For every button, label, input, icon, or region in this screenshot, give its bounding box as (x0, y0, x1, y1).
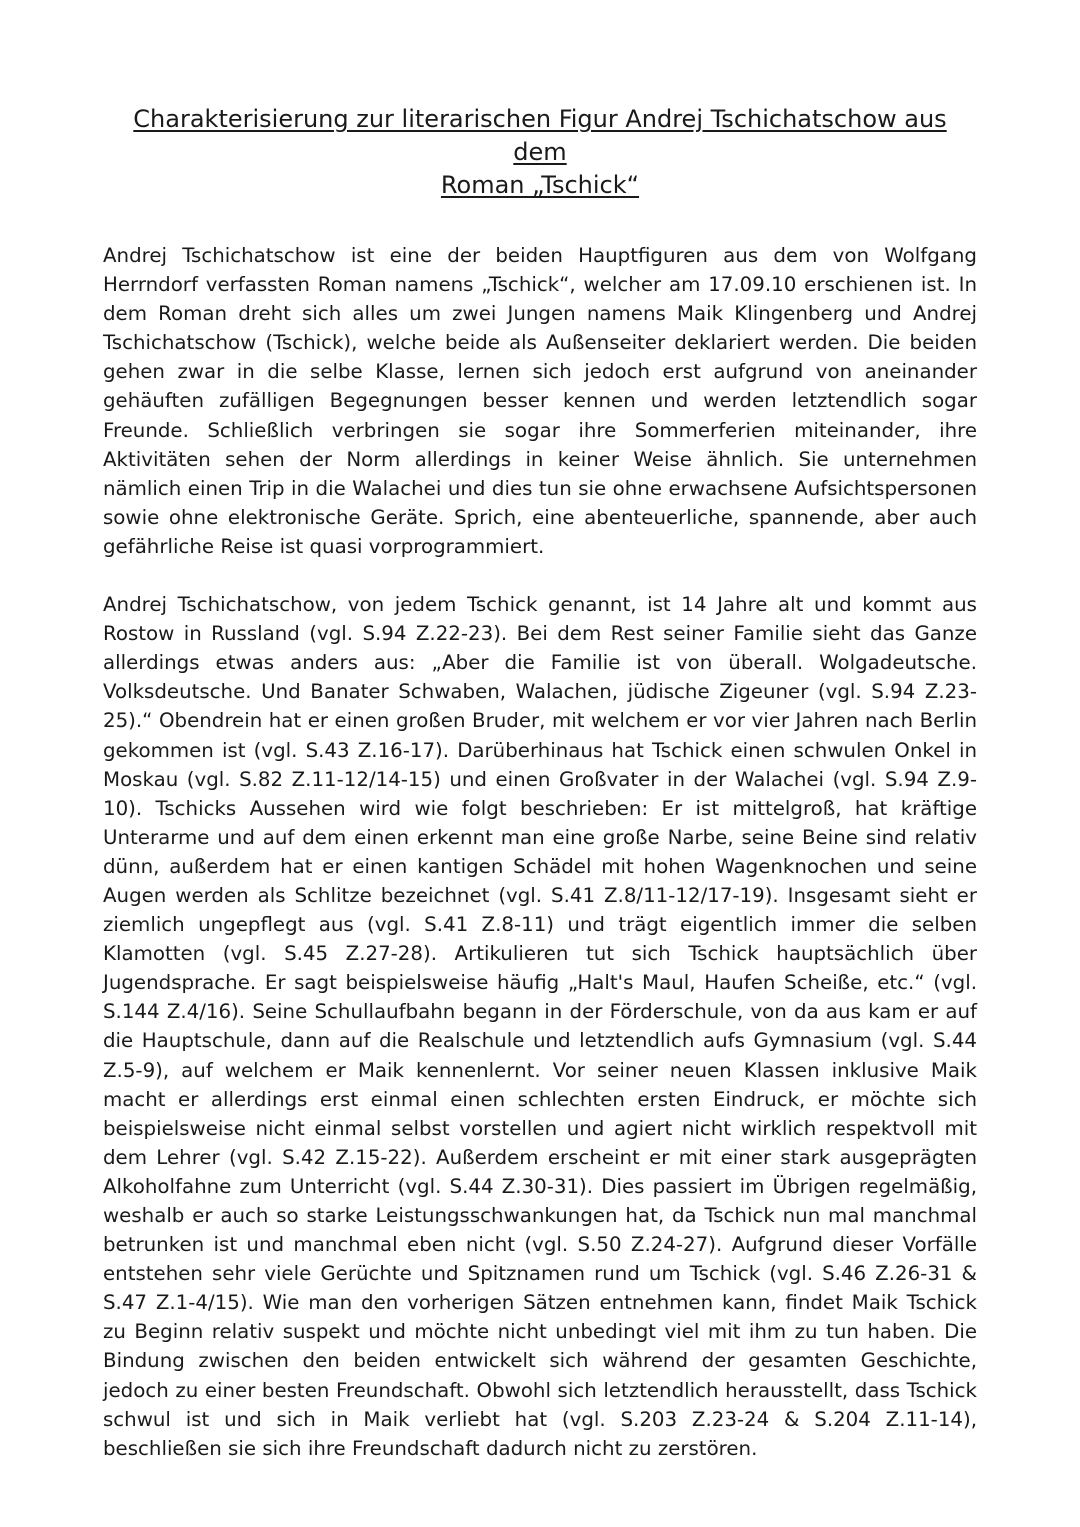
paragraph-characterization: Andrej Tschichatschow, von jedem Tschick genannt, ist 14 Jahre alt und kommt aus Rostow in Russland (vgl. S.94 Z.22-23). Bei dem Rest seiner Familie sieht das Ganze allerdings etwas anders aus: „Aber die Familie ist von überall. Wolgadeutsche. Volksdeutsche. Und Banater Schwaben, Walachen, jüdische Zigeuner (vgl. S.94 Z.23-25).“ Obendrein hat er einen großen Bruder, mit welchem er vor vier Jahren nach Berlin gekommen ist (vgl. S.43 Z.16-17). Darüberhinaus hat Tschick einen schwulen Onkel in Moskau (vgl. S.82 Z.11-12/14-15) und einen Großvater in der Walachei (vgl. S.94 Z.9-10). Tschicks Aussehen wird wie folgt beschrieben: Er ist mittelgroß, hat kräftige Unterarme und auf dem einen erkennt man eine große Narbe, seine Beine sind relativ dünn, außerdem hat er einen kantigen Schädel mit hohen Wagenknochen und seine Augen werden als Schlitze bezeichnet (vgl. S.41 Z.8/11-12/17-19). Insgesamt sieht er ziemlich ungepflegt aus (vgl. S.41 Z.8-11) und trägt eigentlich immer die selben Klamotten (vgl. S.45 Z.27-28). Artikulieren tut sich Tschick hauptsächlich über Jugendsprache. Er sagt beispielsweise häufig „Halt's Maul, Haufen Scheiße, etc.“ (vgl. S.144 Z.4/16). Seine Schullaufbahn begann in der Förderschule, von da aus kam er auf die Hauptschule, dann auf die Realschule und letztendlich aufs Gymnasium (vgl. S.44 Z.5-9), auf welchem er Maik kennenlernt. Vor seiner neuen Klassen inklusive Maik macht er allerdings erst einmal einen schlechten ersten Eindruck, er möchte sich beispielsweise nicht einmal selbst vorstellen und agiert nicht wirklich respektvoll mit dem Lehrer (vgl. S.42 Z.15-22). Außerdem erscheint er mit einer stark ausgeprägten Alkoholfahne zum Unterricht (vgl. S.44 Z.30-31). Dies passiert im Übrigen regelmäßig, weshalb er auch so starke Leistungsschwankungen hat, da Tschick nun mal manchmal betrunken ist und manchmal eben nicht (vgl. S.50 Z.24-27). Aufgrund dieser Vorfälle entstehen sehr viele Gerüchte und Spitznamen rund um Tschick (vgl. S.46 Z.26-31 & S.47 Z.1-4/15). Wie man den vorherigen Sätzen entnehmen kann, findet Maik Tschick zu Beginn relativ suspekt und möchte nicht unbedingt viel mit ihm zu tun haben. Die Bindung zwischen den beiden entwickelt sich während der gesamten Geschichte, jedoch zu einer besten Freundschaft. Obwohl sich letztendlich herausstellt, dass Tschick schwul ist und sich in Maik verliebt hat (vgl. S.203 Z.23-24 & S.204 Z.11-14), beschließen sie sich ihre Freundschaft dadurch nicht zu zerstören. (103, 593, 977, 1460)
title-line-2: Roman „Tschick“ (440, 171, 640, 199)
document-title (103, 103, 977, 202)
title-line-1: Charakterisierung zur literarischen Figur Andrej Tschichatschow aus dem (133, 105, 947, 166)
paragraph-introduction: Andrej Tschichatschow ist eine der beiden Hauptfiguren aus dem von Wolfgang Herrndorf verfassten Roman namens „Tschick“, welcher am 17.09.10 erschienen ist. In dem Roman dreht sich alles um zwei Jungen namens Maik Klingenberg und Andrej Tschichatschow (Tschick), welche beide als Außenseiter deklariert werden. Die beiden gehen zwar in die selbe Klasse, lernen sich jedoch erst aufgrund von aneinander gehäuften zufälligen Begegnungen besser kennen und werden letztendlich sogar Freunde. Schließlich verbringen sie sogar ihre Sommerferien miteinander, ihre Aktivitäten sehen der Norm allerdings in keiner Weise ähnlich. Sie unternehmen nämlich einen Trip in die Walachei und dies tun sie ohne erwachsene Aufsichtspersonen sowie ohne elektronische Geräte. Sprich, eine abenteuerliche, spannende, aber auch gefährliche Reise ist quasi vorprogrammiert. (103, 244, 977, 558)
